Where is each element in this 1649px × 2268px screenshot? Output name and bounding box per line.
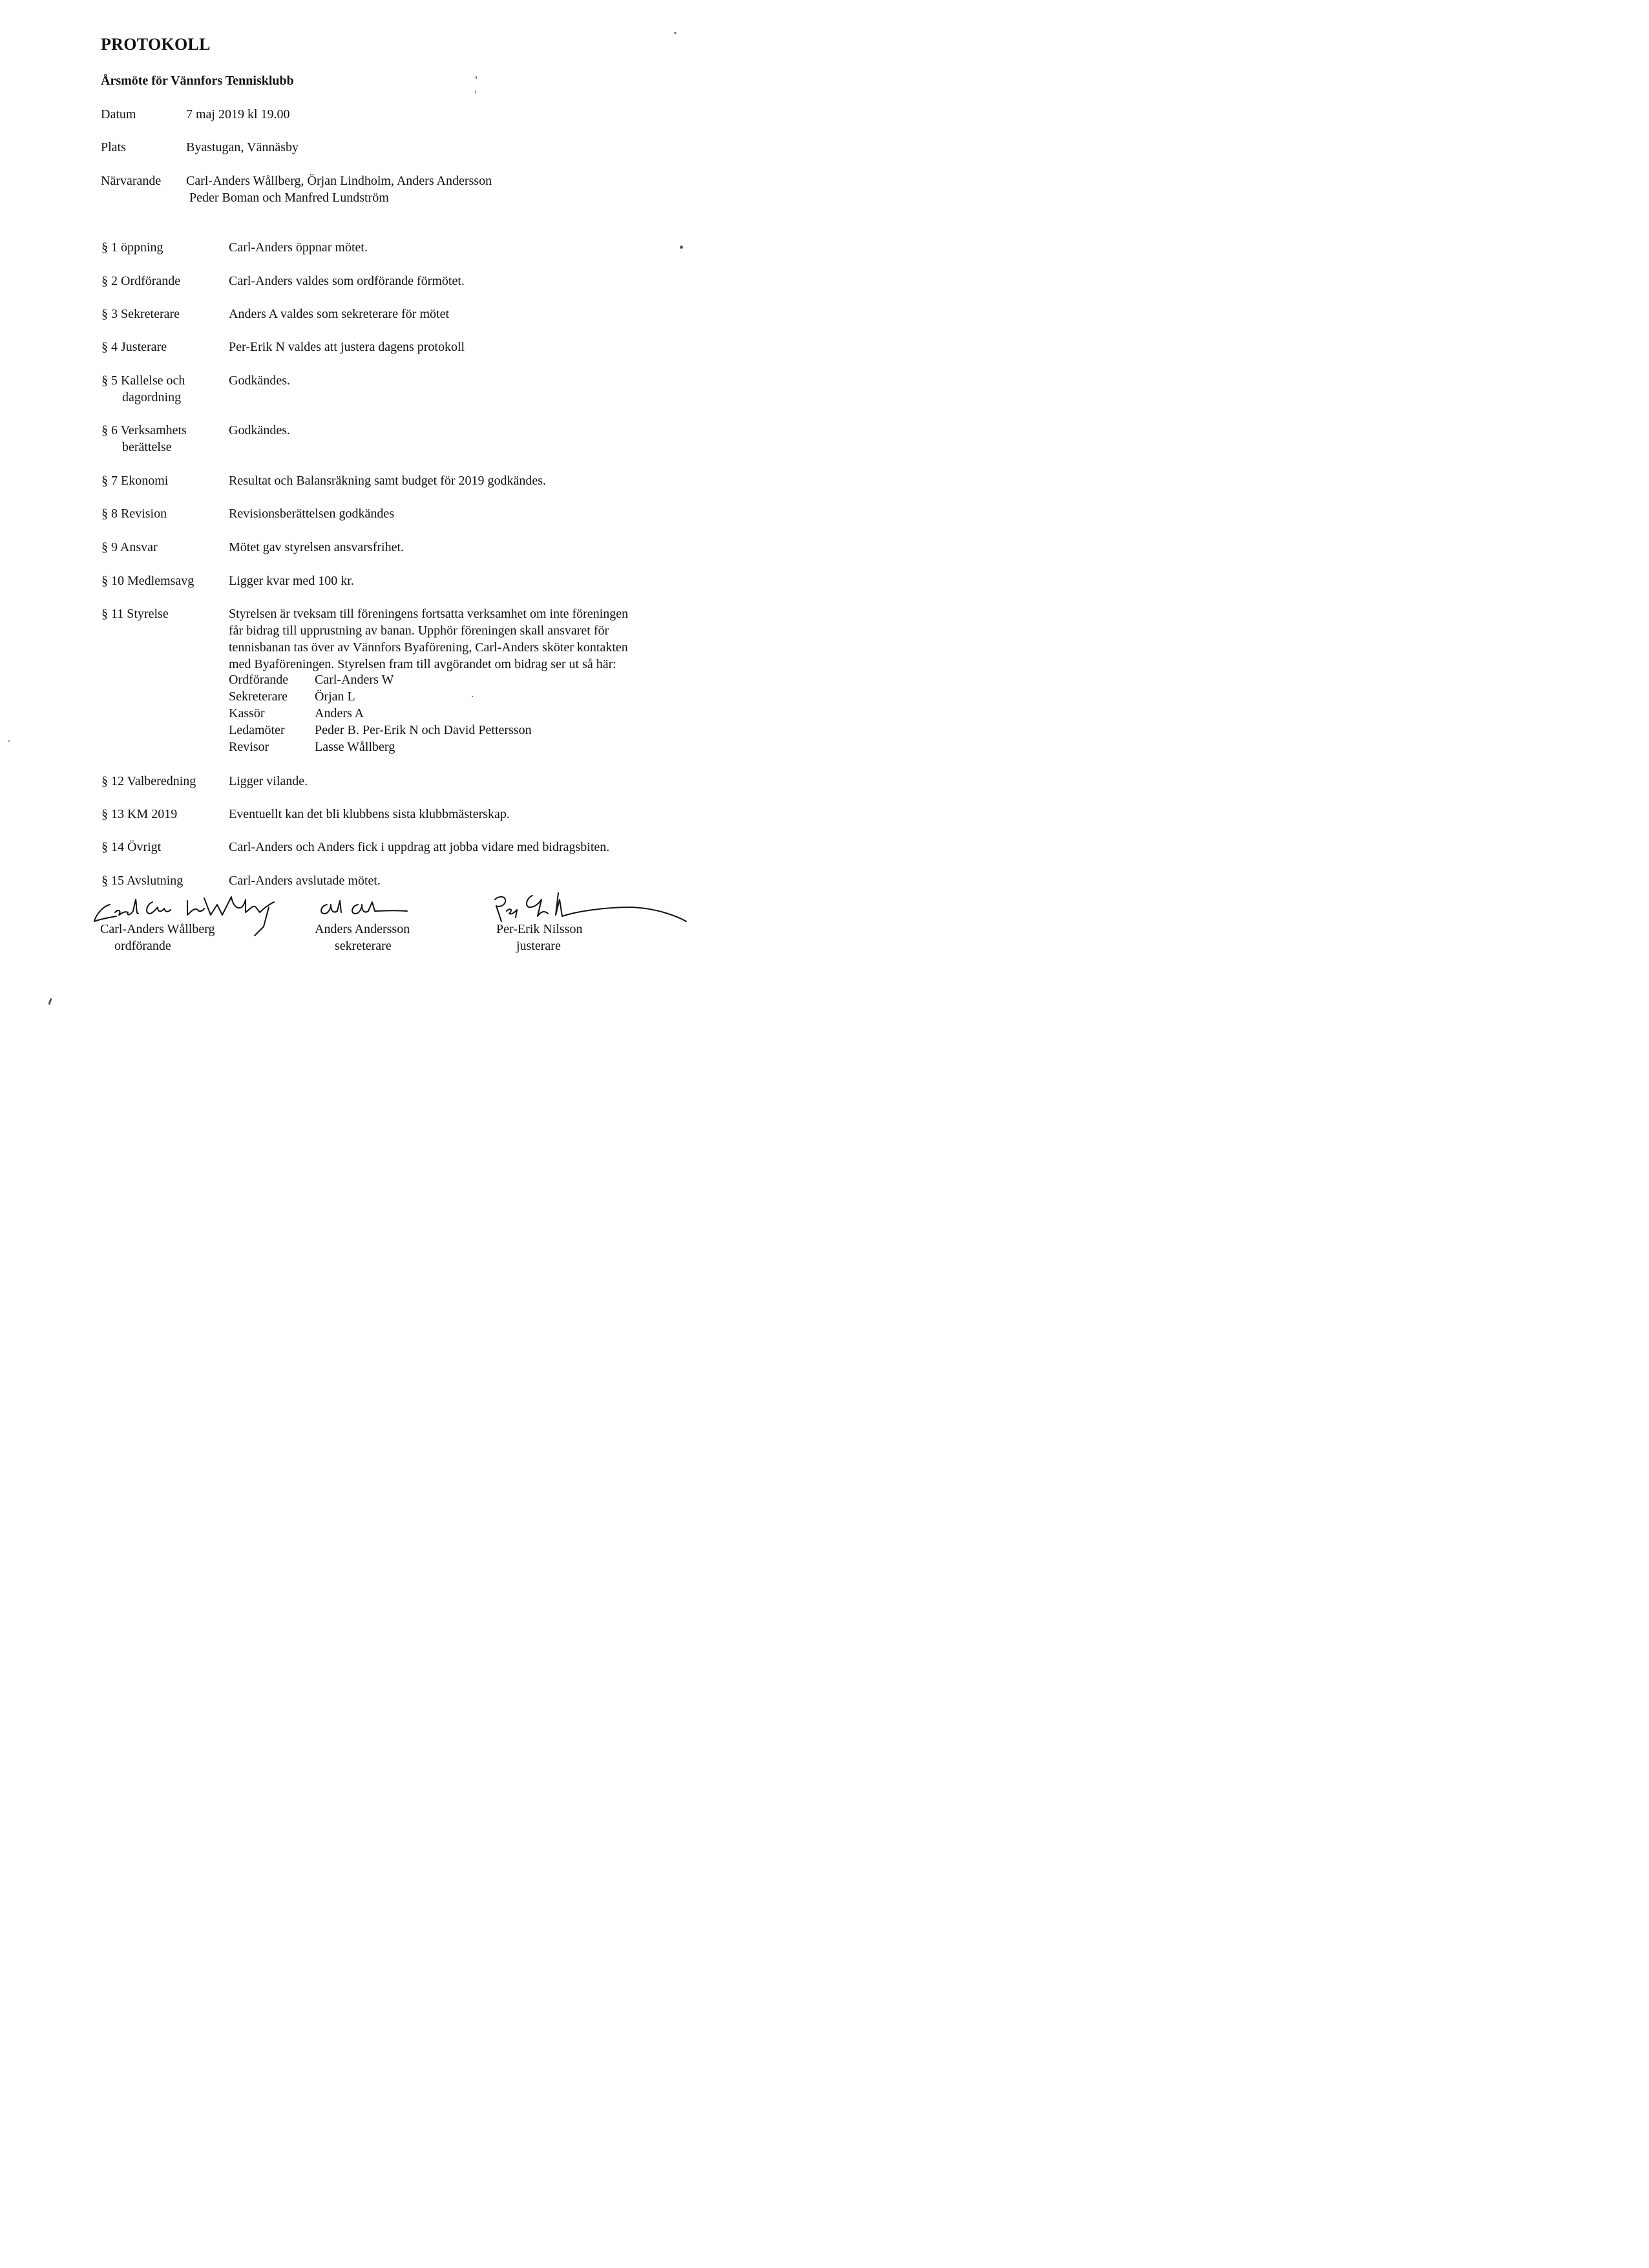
board-name: Carl-Anders W (315, 673, 394, 687)
board-name: Örjan L (315, 689, 355, 704)
scan-speck (8, 740, 10, 742)
section-text: Mötet gav styrelsen ansvarsfrihet. (229, 540, 404, 554)
section-text: Godkändes. (229, 373, 290, 388)
scan-speck (476, 76, 477, 79)
section-label: § 5 Kallelse och (101, 373, 185, 388)
section-label: § 13 KM 2019 (101, 807, 178, 821)
signature-name: Carl-Anders Wållberg (100, 922, 215, 936)
section-text: Revisionsberättelsen godkändes (229, 507, 395, 521)
attendees-label: Närvarande (101, 174, 162, 188)
signature-role: justerare (516, 939, 561, 953)
signature-role: ordförande (114, 939, 171, 953)
section-label: § 1 öppning (101, 240, 163, 255)
meeting-subtitle: Årsmöte för Vännfors Tennisklubb (101, 74, 294, 88)
place-value: Byastugan, Vännäsby (186, 140, 299, 154)
section-label: § 10 Medlemsavg (101, 574, 194, 588)
section-text: Eventuellt kan det bli klubbens sista klubbmästerskap. (229, 807, 510, 821)
board-role: Ledamöter (229, 723, 285, 737)
scan-speck (680, 246, 683, 249)
board-name: Peder B. Per-Erik N och David Pettersson (315, 723, 532, 737)
board-role: Sekreterare (229, 689, 288, 704)
section-label-line2: berättelse (122, 440, 172, 454)
section-label-line2: dagordning (122, 390, 182, 404)
scan-speck (475, 90, 476, 94)
section-text: Ligger vilande. (229, 774, 308, 788)
signature-name: Per-Erik Nilsson (496, 922, 583, 936)
signature-secretary (317, 897, 414, 923)
scan-speck (674, 32, 677, 34)
section-text: Anders A valdes som sekreterare för mötet (229, 307, 450, 321)
board-role: Revisor (229, 740, 269, 754)
section-text: Carl-Anders avslutade mötet. (229, 874, 381, 888)
section-text: Per-Erik N valdes att justera dagens protokoll (229, 340, 465, 354)
section-label: § 12 Valberedning (101, 774, 196, 788)
section-label: § 2 Ordförande (101, 274, 181, 288)
document-title: PROTOKOLL (101, 35, 211, 54)
section-text: Resultat och Balansräkning samt budget för 2019 godkändes. (229, 474, 547, 488)
date-label: Datum (101, 107, 136, 121)
section-text: Godkändes. (229, 423, 290, 437)
date-value: 7 maj 2019 kl 19.00 (186, 107, 290, 121)
section-text: Carl-Anders valdes som ordförande förmötet. (229, 274, 465, 288)
signature-name: Anders Andersson (315, 922, 410, 936)
signature-role: sekreterare (335, 939, 392, 953)
section-label: § 15 Avslutning (101, 874, 184, 888)
section-text-line: med Byaföreningen. Styrelsen fram till avgörandet om bidrag ser ut så här: (229, 657, 616, 671)
section-label: § 11 Styrelse (101, 607, 169, 621)
section-label: § 7 Ekonomi (101, 474, 169, 488)
board-role: Ordförande (229, 673, 289, 687)
place-label: Plats (101, 140, 126, 154)
section-text-line: tennisbanan tas över av Vännfors Byaförening, Carl-Anders sköter kontakten (229, 640, 628, 655)
section-text: Carl-Anders och Anders fick i uppdrag att jobba vidare med bidragsbiten. (229, 840, 610, 854)
section-label: § 14 Övrigt (101, 840, 162, 854)
scan-speck (472, 696, 473, 697)
attendees-value: Carl-Anders Wållberg, Örjan Lindholm, Anders Andersson (186, 174, 492, 188)
section-label: § 8 Revision (101, 507, 167, 521)
section-label: § 4 Justerare (101, 340, 167, 354)
section-label: § 6 Verksamhets (101, 423, 187, 437)
section-text-line: får bidrag till upprustning av banan. Upphör föreningen skall ansvaret för (229, 624, 609, 638)
attendees-value-line2: Peder Boman och Manfred Lundström (189, 191, 389, 205)
section-text-line: Styrelsen är tveksam till föreningens fortsatta verksamhet om inte föreningen (229, 607, 629, 621)
board-role: Kassör (229, 706, 265, 720)
board-name: Lasse Wållberg (315, 740, 395, 754)
section-text: Ligger kvar med 100 kr. (229, 574, 354, 588)
section-text: Carl-Anders öppnar mötet. (229, 240, 368, 255)
board-name: Anders A (315, 706, 364, 720)
section-label: § 3 Sekreterare (101, 307, 180, 321)
section-label: § 9 Ansvar (101, 540, 158, 554)
scan-speck (48, 998, 52, 1005)
